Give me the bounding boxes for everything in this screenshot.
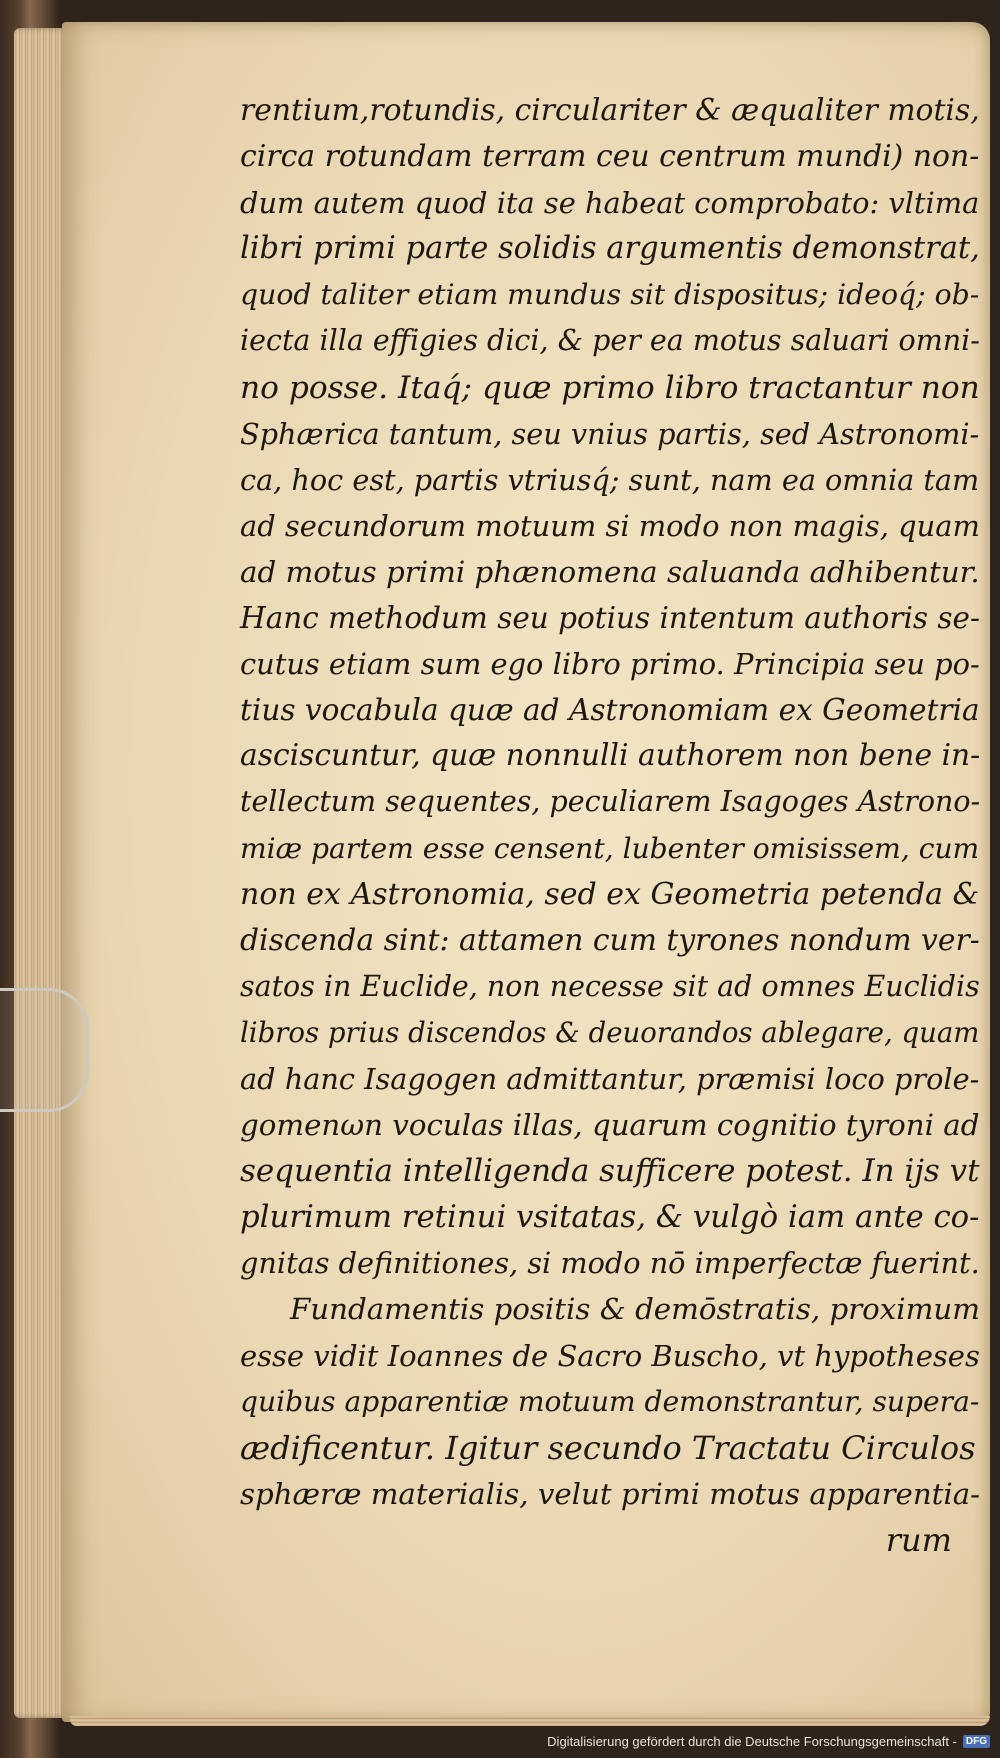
page-text-block <box>240 88 980 1563</box>
text-line: iecta illa effigies dici, & per ea motus saluari omni- <box>240 324 980 358</box>
text-line: miæ partem esse censent, lubenter omisissem, cum <box>240 831 980 865</box>
book-clasp <box>0 988 89 1112</box>
digitization-credit <box>547 1730 990 1752</box>
text-line: libros prius discendos & deuorandos ablegare, quam <box>240 1016 980 1049</box>
text-line: esse vidit Ioannes de Sacro Buscho, vt hypotheses <box>240 1338 980 1373</box>
text-line: sequentia intelligenda sufficere potest. In ijs vt <box>240 1153 980 1190</box>
text-line: gnitas definitiones, si modo nō imperfectæ fuerint. <box>240 1246 980 1281</box>
text-line-paragraph-start: Fundamentis positis & demōstratis, proximum <box>290 1292 981 1327</box>
credit-text: Digitalisierung gefördert durch die Deutsche Forschungsgemeinschaft - <box>547 1733 957 1749</box>
text-line: discenda sint: attamen cum tyrones nondum ver- <box>240 922 980 958</box>
text-line: dum autem quod ita se habeat comprobato: vltima <box>240 186 980 221</box>
text-line: tellectum sequentes, peculiarem Isagoges Astrono- <box>240 785 981 819</box>
text-line: ædificentur. Igitur secundo Tractatu Circulos <box>240 1428 976 1467</box>
text-line: tius vocabula quæ ad Astronomiam ex Geometria <box>240 693 980 728</box>
text-line: libri primi parte solidis argumentis demonstrat, <box>240 231 980 267</box>
text-line: cutus etiam sum ego libro primo. Principia seu po- <box>240 647 980 682</box>
text-line: satos in Euclide, non necesse sit ad omnes Euclidis <box>240 969 980 1003</box>
text-line: non ex Astronomia, sed ex Geometria petenda & <box>240 876 980 912</box>
text-line: quod taliter etiam mundus sit dispositus; ideoq́; ob- <box>240 278 980 312</box>
text-line: Sphærica tantum, seu vnius partis, sed Astronomi- <box>240 416 980 451</box>
text-line: ad motus primi phænomena saluanda adhibentur. <box>240 554 980 589</box>
text-line: rentium,rotundis, circulariter & æqualiter motis, <box>240 93 980 128</box>
text-line: plurimum retinui vsitatas, & vulgò iam ante co- <box>240 1199 980 1236</box>
text-line: ca, hoc est, partis vtriusq́; sunt, nam ea omnia tam <box>240 462 980 497</box>
page-stack-edges <box>14 28 68 1718</box>
catchword: rum <box>885 1520 952 1559</box>
text-line: ad hanc Isagogen admittantur, præmisi loco prole- <box>240 1061 980 1096</box>
dfg-logo: DFG <box>963 1735 990 1748</box>
text-line: gomenωn voculas illas, quarum cognitio tyroni ad <box>240 1108 980 1143</box>
text-line: quibus apparentiæ motuum demonstrantur, supera- <box>240 1384 980 1418</box>
text-line: ad secundorum motuum si modo non magis, quam <box>240 508 980 543</box>
text-line: Hanc methodum seu potius intentum authoris se- <box>240 601 980 636</box>
text-line: sphæræ materialis, velut primi motus apparentia- <box>240 1476 981 1511</box>
text-line: circa rotundam terram ceu centrum mundi) non- <box>240 139 980 175</box>
page-bottom-edge <box>70 1716 990 1726</box>
text-line: no posse. Itaq́; quæ primo libro tractantur non <box>240 369 980 406</box>
text-line: asciscuntur, quæ nonnulli authorem non bene in- <box>240 738 981 774</box>
